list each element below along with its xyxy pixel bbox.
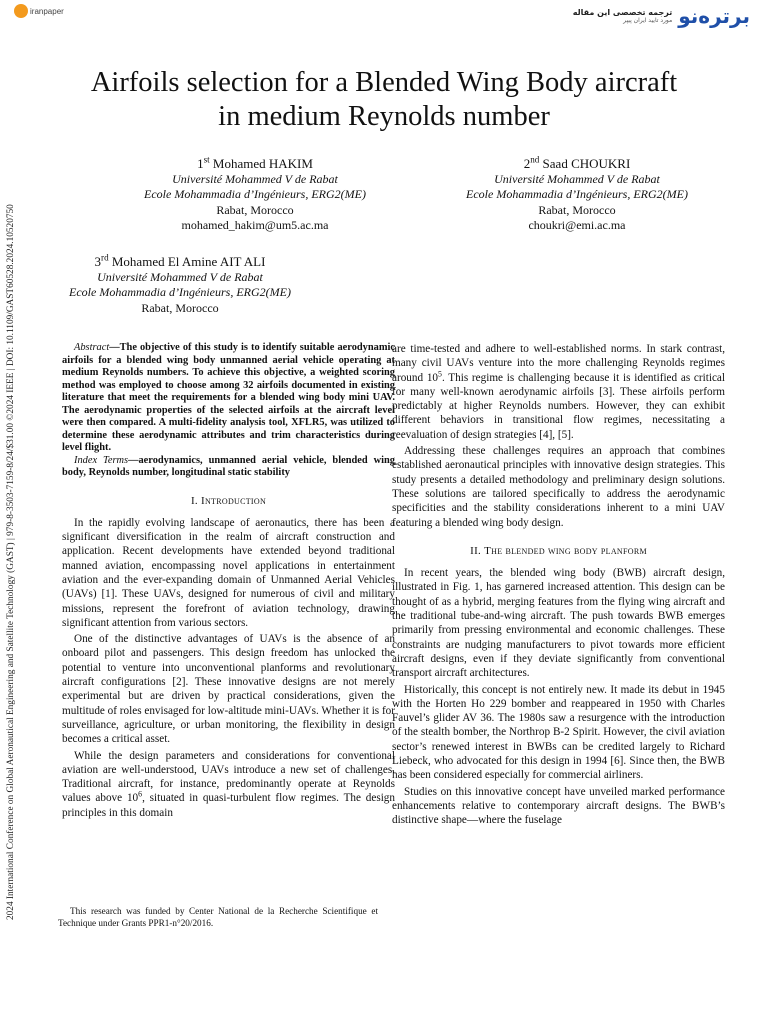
section-1-heading: I. Introduction [190, 494, 267, 507]
author-3: 3rd Mohamed El Amine AIT ALI Université Mohammed V de Rabat Ecole Mohammadia d’Ingénieurs, ERG2(ME) Rabat, Morocco [69, 252, 291, 315]
paper-title: Airfoils selection for a Blended Wing Body aircraft in medium Reynolds number [90, 67, 678, 132]
bwb-paragraph-2: Historically, this concept is not entirely new. It made its debut in 1945 with the Horten Ho 229 bomber and reappeared in 1950 with Charles Fauvel’s glider AV 36. The 1980s saw a resurgence with the introduction of the stealth bomber, the Northrop B-2 Spirit. However, the civil aviation sector’s renewed interest in BWBs can be credited largely to Richard Liebeck, who advocated for this design in 1994 [6]. Since then, the BWB has been considered especially for commercial airliners. [392, 683, 725, 782]
left-column [62, 342, 395, 820]
conference-doi-note: 2024 International Conference on Global Aeronautical Engineering and Satellite Technology (GAST) | 979-8-3503-7159-8/24/$31.00 ©2024 IEEE | DOI: 10.1109/GAST60528.2024.10520750 [6, 204, 16, 920]
intro-paragraph-3: While the design parameters and considerations for conventional aviation are well-understood, UAVs introduce a new set of challenges. Traditional aircraft, for instance, predominantly operate at Reynolds values above $10^6$, situated in quasi-turbulent flow regimes. The design principles in this domain [62, 749, 395, 819]
brand-name: برتره‌نو [678, 4, 750, 28]
brand-tagline-1: ترجمه تخصصی این مقاله [572, 8, 673, 17]
intro-paragraph-3-cont: are time-tested and adhere to well-established norms. In stark contrast, many civil UAVs venture into the more challenging Reynolds regimes around $10^5$. This regime is challenging because it is identified as critical for many well-known aerodynamic airfoils [3]. These airfoils perform predictably at higher Reynolds numbers. However, they can exhibit different behaviors in transitional flow regimes, necessitating a reevaluation of design strategies [4], [5]. [392, 343, 725, 441]
section-2-heading: II. The blended wing body planform [470, 544, 647, 557]
side-margin-note [0, 0, 30, 1024]
footnote: This research was funded by Center National de la Recherche Scientifique et Technique under Grants PPR1-n°20/2016. [58, 906, 378, 928]
brand-tagline-2: مورد تایید ایران پیپر [623, 17, 673, 24]
intro-paragraph-1: In the rapidly evolving landscape of aeronautics, there has been a significant diversification in the realm of aircraft construction and application. Recent developments have extended beyond traditional manned aviation, encompassing novel applications in entertainment aviation and the ever-expanding domain of Unmanned Aerial Vehicles (UAVs) [1]. These UAVs, designed for numerous of civil and military missions, represent the forefront of aviation technology, drawing significant attention from various sectors. [62, 516, 395, 629]
author-1-email[interactable]: mohamed_hakim@um5.ac.ma [181, 218, 329, 233]
bwb-paragraph-3: Studies on this innovative concept have unveiled marked performance enhancements relative to contemporary aircraft designs. The BWB’s distinctive shape—where the fuselage [392, 785, 725, 827]
iranpaper-logo-text: iranpaper [30, 6, 64, 16]
bwb-paragraph-1: In recent years, the blended wing body (BWB) aircraft design, illustrated in Fig. 1, has garnered increased attention. This design can be thought of as a hybrid, merging features from the flying wing aircraft and the traditional tube-and-wing aircraft. The push towards BWB emerges primarily from pressing environmental and economic challenges. These constraints are nudging manufacturers to pivot towards more efficient aircraft designs, even if they deviate significantly from conventional transport aircraft architectures. [392, 567, 725, 680]
intro-paragraph-4: Addressing these challenges requires an approach that combines established aeronautical principles with innovative design strategies. This study presents a detailed methodology and preliminary design solutions. These solutions are tailored specifically to address the aerodynamic specificities and the stability considerations inherent to a mini UAV featuring a blended wing body design. [392, 445, 725, 529]
author-2-email[interactable]: choukri@emi.ac.ma [528, 218, 626, 233]
right-column [392, 342, 725, 828]
author-2: 2nd Saad CHOUKRI Université Mohammed V de Rabat Ecole Mohammadia d’Ingénieurs, ERG2(ME) Rabat, Morocco choukri@emi.ac.ma [452, 156, 702, 234]
author-1: 1st Mohamed HAKIM Université Mohammed V de Rabat Ecole Mohammadia d’Ingénieurs, ERG2(ME) Rabat, Morocco mohamed_hakim@um5.ac.ma [130, 156, 380, 234]
abstract: Abstract—The objective of this study is to identify suitable aerodynamic airfoils for a blended wing body unmanned aerial vehicle operating at medium Reynolds numbers. To achieve this objective, a weighted scoring method was employed to choose among 32 airfoils documented in existing literature that meet the requirements for a blended wing body mini UAV. The aerodynamic properties of the selected airfoils at the aircraft level were then compared. A multi-fidelity analysis tool, XFLR5, was utilized to determine these aerodynamic attributes and trim characteristics during level flight. [62, 342, 395, 453]
index-terms: Index Terms—aerodynamics, unmanned aerial vehicle, blended wing body, Reynolds number, longitudinal static stability [62, 454, 395, 478]
intro-paragraph-2: One of the distinctive advantages of UAVs is the absence of an onboard pilot and passengers. This design freedom has unlocked the potential to venture into unconventional planforms and revolutionary aircraft configurations [2]. These innovative designs are not merely experimental but are driven by practical considerations, given the multitude of roles envisaged for low-altitude mini-UAVs. Whether it is for surveillance, agriculture, or urban monitoring, the flexibility in design becomes a critical asset. [62, 633, 395, 746]
brand-logo [573, 4, 750, 28]
